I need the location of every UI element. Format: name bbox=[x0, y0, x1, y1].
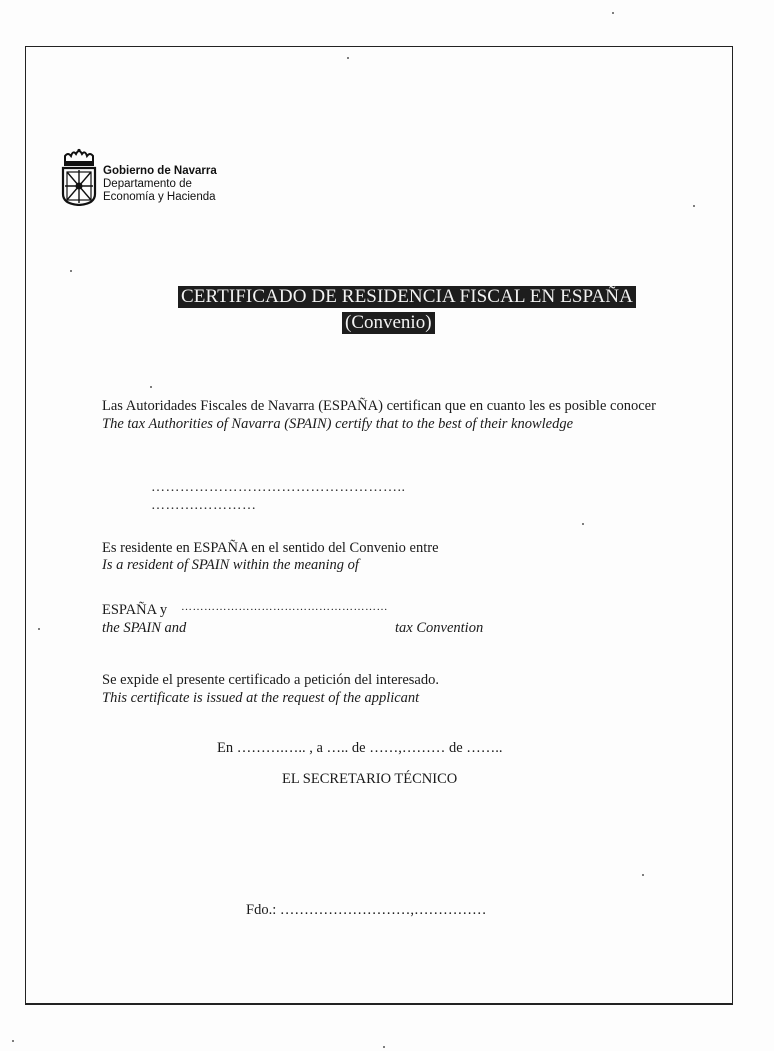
scan-speck bbox=[38, 628, 40, 630]
navarra-coat-of-arms-logo bbox=[59, 148, 99, 206]
scan-speck bbox=[150, 386, 152, 388]
scan-speck bbox=[582, 523, 584, 525]
name-fill-line-1: …………………………………………….. bbox=[151, 480, 406, 495]
scan-speck bbox=[12, 1040, 14, 1042]
resident-text-english: Is a resident of SPAIN within the meaning of bbox=[102, 557, 359, 573]
department-name: Departamento de bbox=[103, 178, 192, 190]
date-place-line: En ……….….. , a ….. de ……,……… de …….. bbox=[217, 740, 503, 756]
name-fill-line-2: ……….………… bbox=[151, 498, 257, 513]
country-fill-line: ……………………………………………… bbox=[181, 601, 388, 613]
department-subname: Economía y Hacienda bbox=[103, 191, 216, 203]
spain-and-label-english: the SPAIN and bbox=[102, 620, 187, 636]
scan-speck bbox=[612, 12, 614, 14]
scan-speck bbox=[383, 1046, 385, 1048]
resident-text-spanish: Es residente en ESPAÑA en el sentido del Convenio entre bbox=[102, 540, 439, 556]
tax-convention-label: tax Convention bbox=[395, 620, 484, 636]
spain-and-label-spanish: ESPAÑA y bbox=[102, 602, 168, 618]
organization-header bbox=[103, 165, 217, 204]
scan-speck bbox=[347, 57, 349, 59]
certificate-title: CERTIFICADO DE RESIDENCIA FISCAL EN ESPAÑA bbox=[178, 286, 636, 308]
scan-speck bbox=[693, 205, 695, 207]
secretary-title: EL SECRETARIO TÉCNICO bbox=[282, 771, 458, 787]
organization-name: Gobierno de Navarra bbox=[103, 165, 217, 177]
signature-line: Fdo.: ………………………,…………… bbox=[246, 902, 487, 918]
certificate-subtitle: (Convenio) bbox=[342, 312, 435, 334]
issued-text-english: This certificate is issued at the request of the applicant bbox=[102, 690, 420, 706]
scan-speck bbox=[642, 874, 644, 876]
scan-speck bbox=[70, 270, 72, 272]
intro-text-spanish: Las Autoridades Fiscales de Navarra (ESPAÑA) certifican que en cuanto les es posible conocer bbox=[102, 398, 656, 414]
issued-text-spanish: Se expide el presente certificado a petición del interesado. bbox=[102, 672, 439, 688]
intro-text-english: The tax Authorities of Navarra (SPAIN) certify that to the best of their knowledge bbox=[102, 416, 574, 432]
